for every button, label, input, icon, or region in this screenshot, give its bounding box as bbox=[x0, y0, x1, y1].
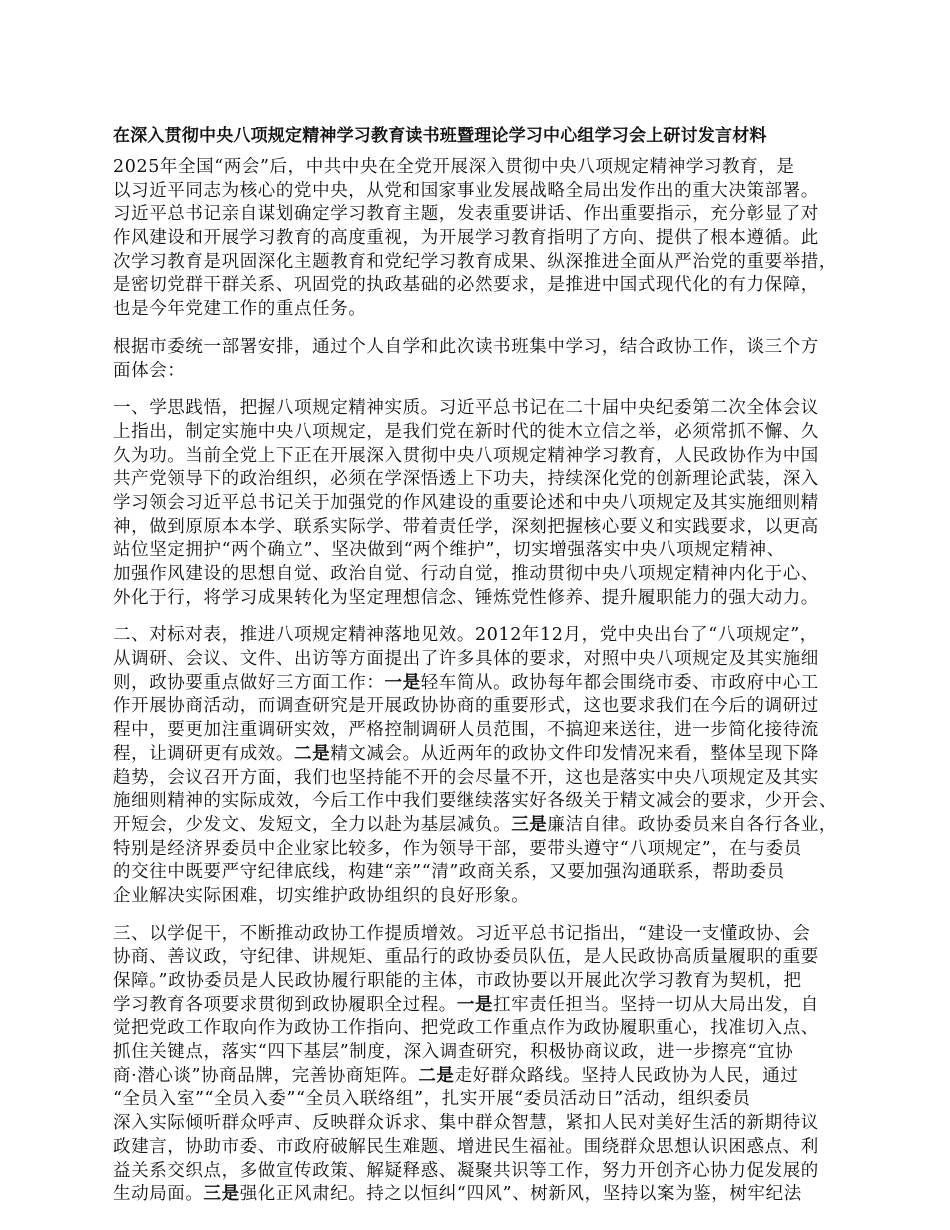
text-line bbox=[113, 767, 858, 791]
text-line bbox=[113, 251, 858, 275]
text-segment: 2025年全国“两会”后，中共中央在全党开展深入贯彻中央八项规定精神学习教育，是 bbox=[113, 157, 795, 177]
text-segment: 作风建设和开展学习教育的高度重视，为开展学习教育指明了方向、提供了根本遵循。此 bbox=[113, 228, 819, 249]
text-line bbox=[113, 1160, 858, 1184]
text-segment: 作开展协商活动，而调查研究是开展政协协商的重要形式，这也要求我们在今后的调研过 bbox=[113, 696, 819, 717]
bold-lead-text: 三是 bbox=[511, 814, 548, 835]
text-segment: 一、学思践悟，把握八项规定精神实质。习近平总书记在二十届中央纪委第二次全体会议 bbox=[113, 398, 819, 419]
bold-lead-text: 一是 bbox=[384, 672, 421, 693]
text-line bbox=[113, 516, 858, 540]
text-line bbox=[113, 1183, 858, 1207]
text-segment: 扛牢责任担当。坚持一切从大局出发，自 bbox=[493, 994, 819, 1015]
text-line bbox=[113, 445, 858, 469]
text-line bbox=[113, 203, 858, 227]
text-segment: 深入实际倾听群众呼声、反映群众诉求、集中群众智慧，紧扣人民对美好生活的新期待议 bbox=[113, 1113, 819, 1134]
text-line bbox=[113, 1112, 858, 1136]
text-line bbox=[113, 946, 858, 970]
text-line bbox=[113, 397, 858, 421]
text-segment: 外化于行，将学习成果转化为坚定理想信念、锤炼党性修养、提升履职能力的强大动力。 bbox=[113, 587, 819, 608]
paragraph bbox=[113, 923, 858, 1207]
text-segment: 则，政协要重点做好三方面工作： bbox=[113, 672, 385, 693]
text-segment: 商·潜心谈”协商品牌，完善协商矩阵。 bbox=[113, 1065, 419, 1086]
text-line bbox=[113, 180, 858, 204]
text-line bbox=[113, 587, 858, 611]
paragraph bbox=[113, 397, 858, 610]
text-line bbox=[113, 648, 858, 672]
text-line bbox=[113, 468, 858, 492]
text-line bbox=[113, 360, 858, 384]
text-segment: 站位坚定拥护“两个确立”、坚决做到“两个维护”，切实增强落实中央八项规定精神、 bbox=[113, 540, 785, 561]
text-segment: 走好群众路线。坚持人民政协为人民，通过 bbox=[454, 1065, 799, 1086]
text-segment: 的交往中既要严守纪律底线，构建“亲”“清”政商关系，又要加强沟通联系，帮助委员 bbox=[113, 862, 785, 883]
text-segment: 施细则精神的实际成效，今后工作中我们要继续落实好各级关于精文减会的要求，少开会、 bbox=[113, 791, 837, 812]
text-line bbox=[113, 1136, 858, 1160]
bold-lead-text: 二是 bbox=[294, 743, 331, 764]
text-line bbox=[113, 624, 858, 648]
bold-lead-text: 一是 bbox=[456, 994, 494, 1015]
text-segment: 政建言，协助市委、市政府破解民生难题、增进民生福祉。围绕群众思想认识困惑点、利 bbox=[113, 1136, 819, 1157]
document-body bbox=[113, 156, 858, 1207]
text-segment: 面体会： bbox=[113, 360, 186, 381]
text-line bbox=[113, 1017, 858, 1041]
text-segment: 精文减会。从近两年的政协文件印发情况来看，整体呈现下降 bbox=[330, 743, 819, 764]
paragraph bbox=[113, 336, 858, 383]
text-segment: 加强作风建设的思想自觉、政治自觉、行动自觉，推动贯彻中央八项规定精神内化于心、 bbox=[113, 564, 819, 584]
text-line bbox=[113, 885, 858, 909]
text-line bbox=[113, 227, 858, 251]
bold-lead-text: 二是 bbox=[418, 1065, 455, 1086]
text-line bbox=[113, 838, 858, 862]
text-segment: 从调研、会议、文件、出访等方面提出了许多具体的要求，对照中央八项规定及其实施细 bbox=[113, 649, 819, 670]
text-line bbox=[113, 298, 858, 322]
text-segment: 以习近平同志为核心的党中央，从党和国家事业发展战略全局出发作出的重大决策部署。 bbox=[113, 180, 819, 201]
text-line bbox=[113, 336, 858, 360]
text-segment: 上指出，制定实施中央八项规定，是我们党在新时代的徙木立信之举，必须常抓不懈、久 bbox=[113, 421, 819, 442]
text-line bbox=[113, 274, 858, 298]
text-segment: 保障。”政协委员是人民政协履行职能的主体，市政协要以开展此次学习教育为契机，把 bbox=[113, 971, 802, 991]
text-segment: 开短会，少发文、发短文，全力以赴为基层减负。 bbox=[113, 814, 512, 835]
text-segment: 久为功。当前全党上下正在开展深入贯彻中央八项规定精神学习教育，人民政协作为中国 bbox=[113, 445, 819, 466]
text-line bbox=[113, 923, 858, 947]
text-segment: 轻车简从。政协每年都会围绕市委、市政府中心工 bbox=[420, 672, 819, 693]
text-line bbox=[113, 719, 858, 743]
text-line bbox=[113, 695, 858, 719]
text-line bbox=[113, 861, 858, 885]
text-segment: 神，做到原原本本学、联系实际学、带着责任学，深刻把握核心要义和实践要求，以更高 bbox=[113, 516, 819, 537]
text-segment: 二、对标对表，推进八项规定精神落地见效。2012年12月，党中央出台了“八项规定”， bbox=[113, 625, 818, 646]
text-line bbox=[113, 492, 858, 516]
text-line bbox=[113, 743, 858, 767]
text-segment: 强化正风肃纪。持之以恒纠“四风”、树新风，坚持以案为鉴，树牢纪法 bbox=[239, 1184, 802, 1205]
document-page bbox=[113, 125, 858, 1221]
text-segment: 廉洁自律。政协委员来自各行各业， bbox=[547, 814, 838, 835]
text-line bbox=[113, 1041, 858, 1065]
text-line bbox=[113, 421, 858, 445]
text-line bbox=[113, 563, 858, 587]
text-segment: 次学习教育是巩固深化主题教育和党纪学习教育成果、纵深推进全面从严治党的重要举措， bbox=[113, 251, 837, 272]
text-segment: 三、以学促干，不断推动政协工作提质增效。习近平总书记指出，“建设一支懂政协、会 bbox=[113, 923, 811, 944]
paragraph bbox=[113, 156, 858, 322]
bold-lead-text: 三是 bbox=[203, 1184, 240, 1205]
text-line bbox=[113, 539, 858, 563]
text-line bbox=[113, 1065, 858, 1089]
text-line bbox=[113, 814, 858, 838]
text-segment: “全员入室”“全员入委”“全员入联络组”，扎实开展“委员活动日”活动，组织委员 bbox=[113, 1089, 751, 1110]
text-segment: 根据市委统一部署安排，通过个人自学和此次读书班集中学习，结合政协工作，谈三个方 bbox=[113, 336, 819, 357]
text-segment: 益关系交织点，多做宣传政策、解疑释惑、凝聚共识等工作，努力开创齐心协力促发展的 bbox=[113, 1160, 819, 1181]
text-segment: 程，让调研更有成效。 bbox=[113, 743, 294, 764]
paragraph bbox=[113, 624, 858, 908]
text-line bbox=[113, 156, 858, 180]
text-segment: 习近平总书记亲自谋划确定学习教育主题，发表重要讲话、作出重要指示，充分彰显了对 bbox=[113, 204, 819, 225]
text-segment: 特别是经济界委员中企业家比较多，作为领导干部，要带头遵守“八项规定”，在与委员 bbox=[113, 838, 802, 859]
text-segment: 趋势，会议召开方面，我们也坚持能不开的会尽量不开，这也是落实中央八项规定及其实 bbox=[113, 767, 819, 788]
text-segment: 抓住关键点，落实“四下基层”制度，深入调查研究，积极协商议政，进一步擦亮“宜协 bbox=[113, 1042, 794, 1063]
text-line bbox=[113, 970, 858, 994]
text-segment: 协商、善议政，守纪律、讲规矩、重品行的政协委员队伍，是人民政协高质量履职的重要 bbox=[113, 947, 819, 968]
document-title: 在深入贯彻中央八项规定精神学习教育读书班暨理论学习中心组学习会上研讨发言材料 bbox=[113, 126, 767, 146]
text-segment: 也是今年党建工作的重点任务。 bbox=[113, 299, 367, 320]
text-segment: 学习教育各项要求贯彻到政协履职全过程。 bbox=[113, 994, 457, 1015]
text-segment: 是密切党群干群关系、巩固党的执政基础的必然要求，是推进中国式现代化的有力保障， bbox=[113, 275, 819, 296]
text-line bbox=[113, 994, 858, 1018]
text-segment: 觉把党政工作取向作为政协工作指向、把党政工作重点作为政协履职重心，找准切入点、 bbox=[113, 1018, 819, 1039]
text-segment: 企业解决实际困难，切实维护政协组织的良好形象。 bbox=[113, 885, 530, 906]
text-line bbox=[113, 1088, 858, 1112]
text-segment: 生动局面。 bbox=[113, 1184, 204, 1205]
text-line bbox=[113, 672, 858, 696]
text-segment: 程中，要更加注重调研实效，严格控制调研人员范围，不搞迎来送往，进一步简化接待流 bbox=[113, 720, 819, 741]
text-segment: 学习领会习近平总书记关于加强党的作风建设的重要论述和中央八项规定及其实施细则精 bbox=[113, 492, 819, 513]
text-segment: 共产党领导下的政治组织，必须在学深悟透上下功夫，持续深化党的创新理论武装，深入 bbox=[113, 469, 819, 490]
text-line bbox=[113, 790, 858, 814]
